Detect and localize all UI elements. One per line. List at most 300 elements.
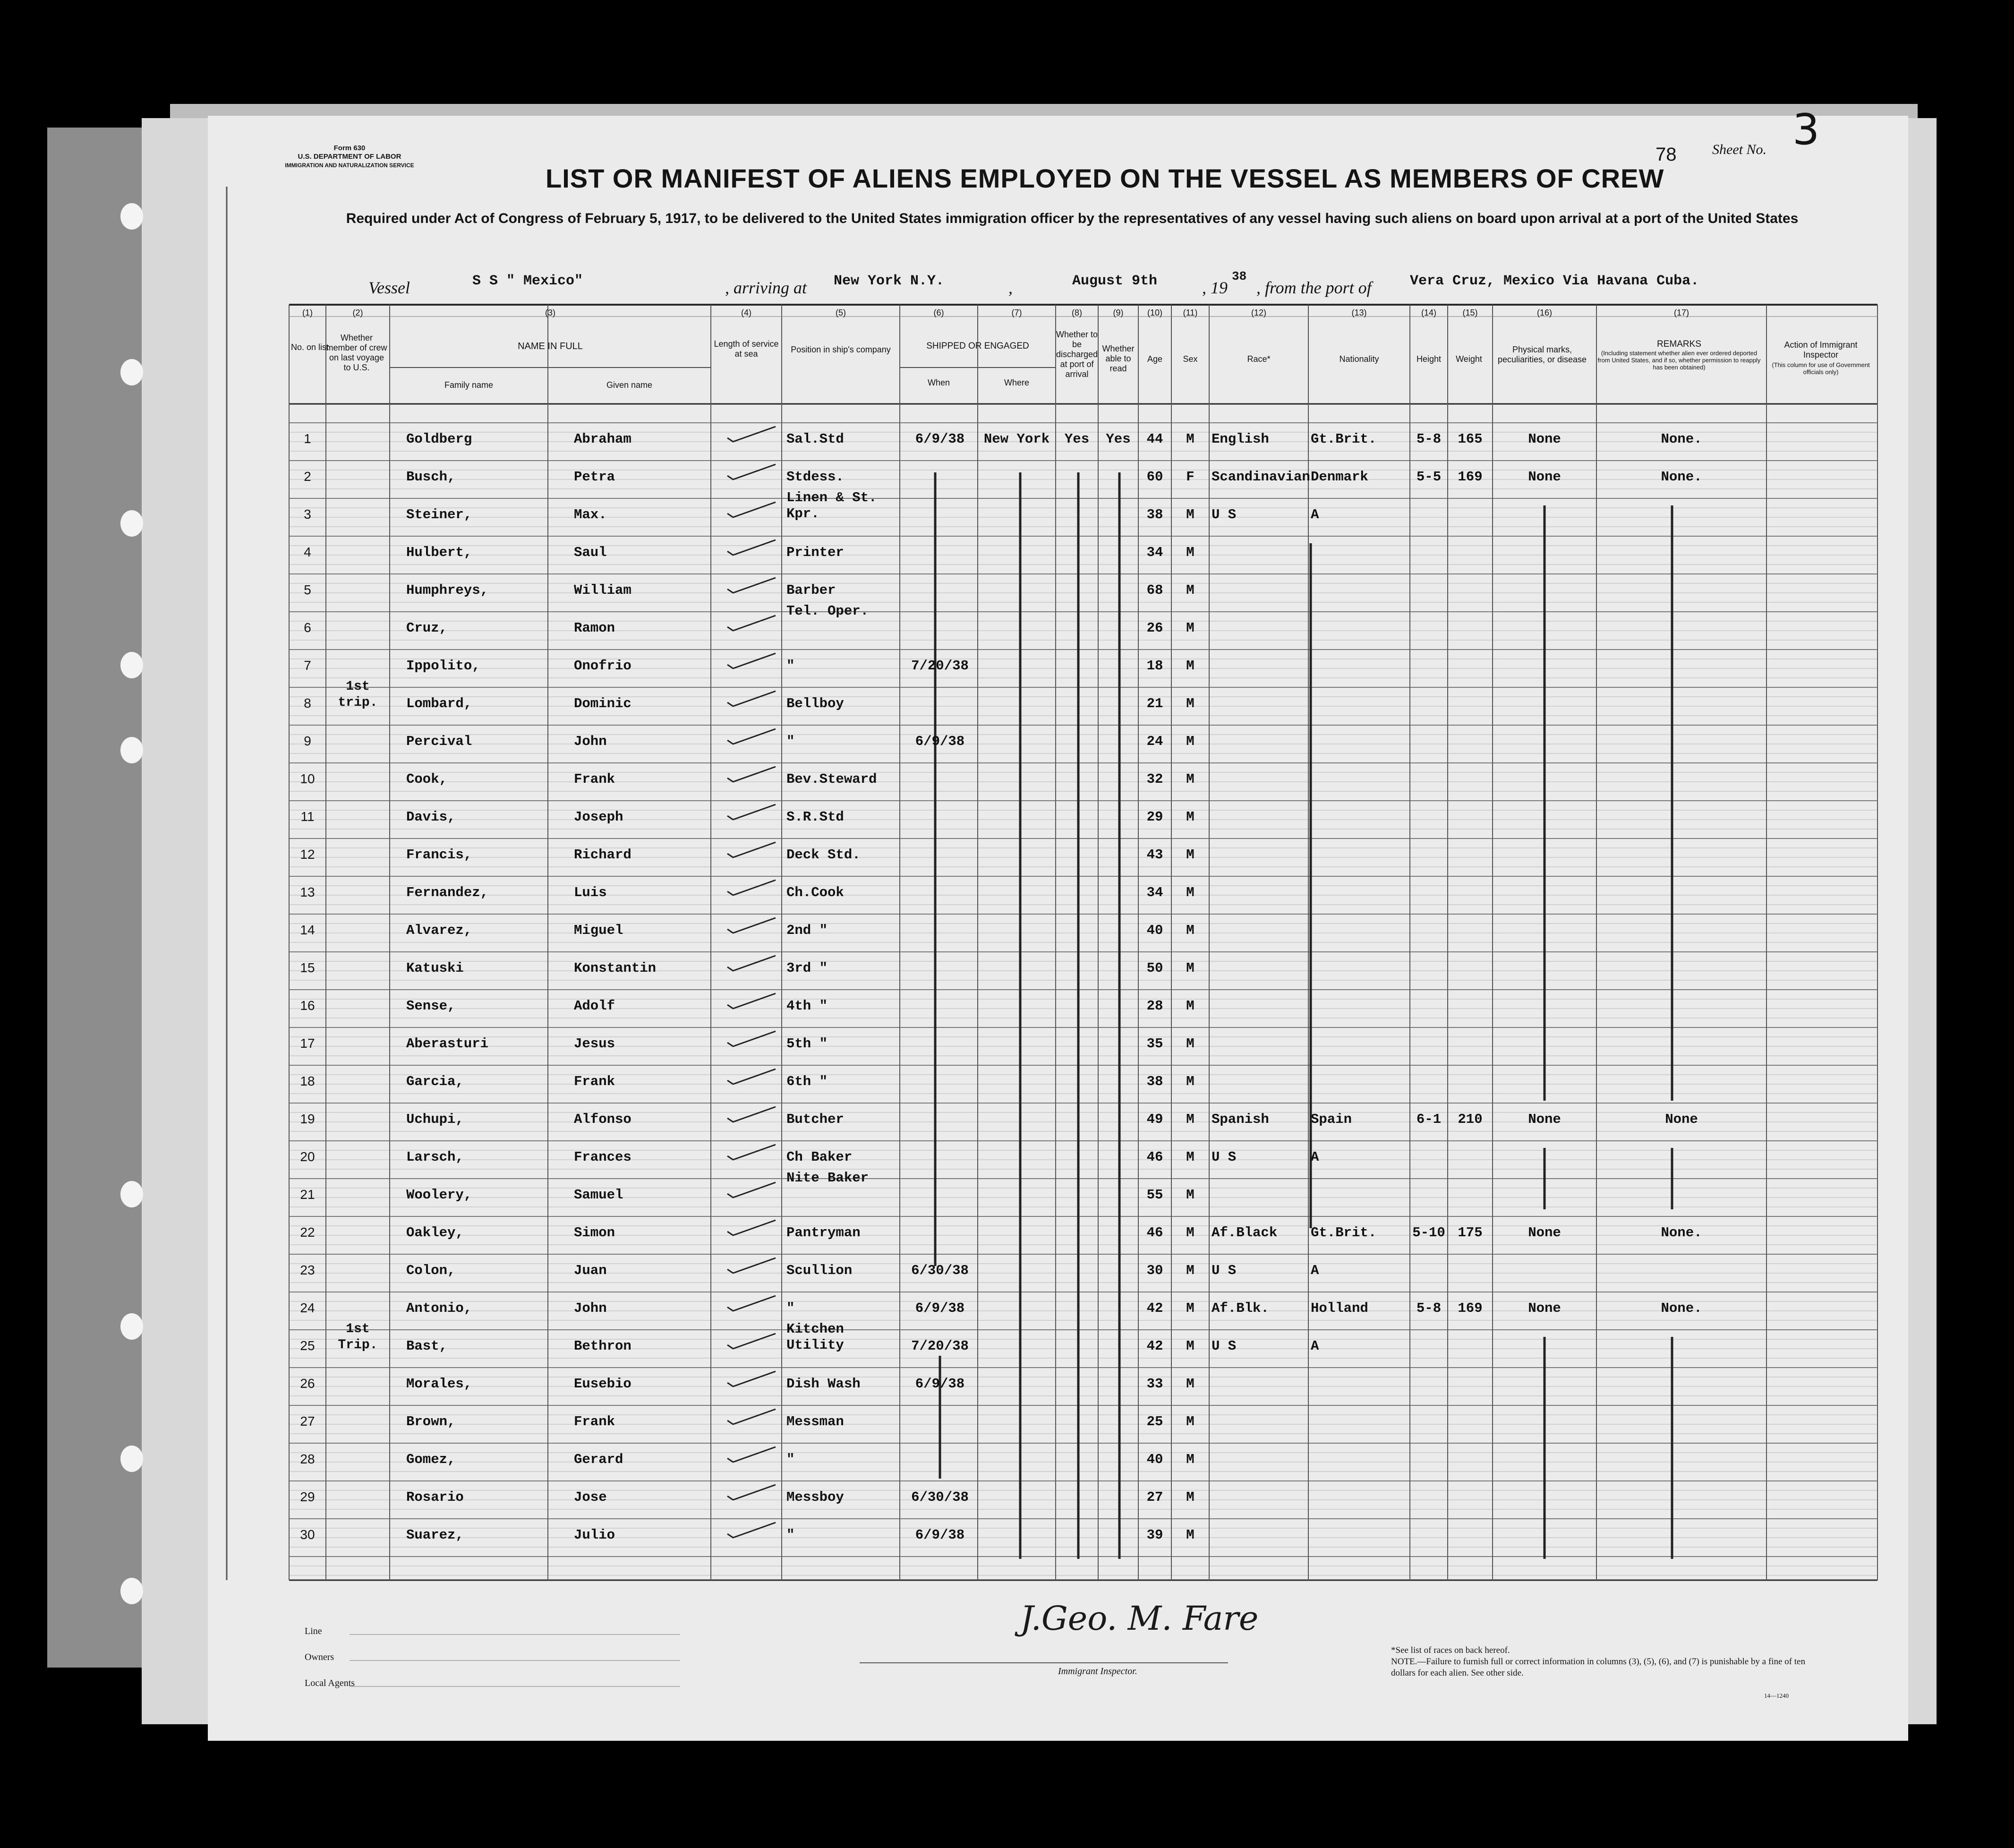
from-port: Vera Cruz, Mexico Via Havana Cuba. [1410, 273, 1699, 289]
row-number: 26 [300, 1376, 315, 1391]
race: U S [1212, 1263, 1237, 1278]
service-check-mark [727, 464, 776, 479]
sex: M [1186, 885, 1195, 900]
age: 50 [1146, 960, 1163, 976]
age: 40 [1146, 923, 1163, 938]
nationality: Spain [1311, 1112, 1352, 1127]
ship-position: Nite Baker [786, 1170, 869, 1186]
age: 68 [1146, 582, 1163, 598]
row-number: 10 [300, 771, 315, 786]
age: 33 [1146, 1376, 1163, 1392]
engaged-when: 6/30/38 [911, 1489, 969, 1505]
family-name: Francis, [406, 847, 472, 863]
age: 35 [1146, 1036, 1163, 1052]
row-number: 6 [304, 620, 311, 635]
sex: M [1186, 1338, 1195, 1354]
family-name: Uchupi, [406, 1112, 464, 1127]
ship-position: Bev.Steward [786, 771, 877, 787]
sex: M [1186, 1300, 1195, 1316]
race: Af.Blk. [1212, 1300, 1269, 1316]
row-number: 12 [300, 847, 315, 862]
age: 38 [1146, 1074, 1163, 1089]
nationality: Gt.Brit. [1311, 1225, 1377, 1241]
nationality: A [1311, 1263, 1319, 1278]
sex: M [1186, 431, 1195, 447]
sex: M [1186, 998, 1195, 1014]
page-mark: 78 [1656, 144, 1677, 165]
sex: M [1186, 734, 1195, 749]
family-name: Gomez, [406, 1452, 456, 1467]
family-name: Garcia, [406, 1074, 464, 1089]
sex: M [1186, 847, 1195, 863]
column-number: (16) [1536, 308, 1552, 317]
age: 27 [1146, 1489, 1163, 1505]
age: 44 [1146, 431, 1163, 447]
given-name: Jose [574, 1489, 607, 1505]
row-number: 4 [304, 545, 311, 559]
engaged-when: 6/9/38 [915, 431, 965, 447]
sex: M [1186, 1414, 1195, 1429]
given-name: Miguel [574, 923, 623, 938]
given-name: Gerard [574, 1452, 623, 1467]
ship-position: " [786, 1452, 795, 1467]
column-number: (4) [741, 308, 751, 317]
column-number: (10) [1147, 308, 1162, 317]
ship-position: S.R.Std [786, 809, 844, 825]
age: 55 [1146, 1187, 1163, 1203]
col-header-position: Position in ship's company [791, 345, 891, 354]
engaged-when: 6/30/38 [911, 1263, 969, 1278]
column-number: (17) [1673, 308, 1689, 317]
given-name: Dominic [574, 696, 632, 711]
physical-marks: None [1528, 431, 1561, 447]
service-check-mark [727, 1334, 776, 1349]
given-name: John [574, 1300, 607, 1316]
service-check-mark [727, 1220, 776, 1235]
sheet-label: Sheet No. [1712, 142, 1767, 157]
nationality: A [1311, 507, 1319, 522]
ship-position: " [786, 1300, 795, 1316]
row-number: 21 [300, 1187, 315, 1202]
footer-line-label: Line [305, 1626, 322, 1636]
ship-position: 2nd " [786, 923, 828, 938]
row-number: 25 [300, 1338, 315, 1353]
age: 25 [1146, 1414, 1163, 1429]
family-name: Morales, [406, 1376, 472, 1392]
given-name: Max. [574, 507, 607, 522]
nationality: Denmark [1311, 469, 1368, 485]
previous-voyage: 1st trip. [338, 679, 378, 710]
col-header-no: No. on list [290, 342, 329, 352]
family-name: Sense, [406, 998, 456, 1014]
given-name: Juan [574, 1263, 607, 1278]
family-name: Suarez, [406, 1527, 464, 1543]
vessel-label: Vessel [368, 278, 410, 297]
service-check-mark [727, 918, 776, 933]
ship-position: Dish Wash [786, 1376, 861, 1392]
col-header-remarks-note: (Including statement whether alien ever ordered deported from United States, and if so, whether permission to reapply has been obtained) [1597, 350, 1761, 371]
col-header-shipped: SHIPPED OR ENGAGED [926, 341, 1029, 351]
col-header-nationality: Nationality [1339, 354, 1379, 364]
age: 26 [1146, 620, 1163, 636]
given-name: Samuel [574, 1187, 623, 1203]
col-header-name: NAME IN FULL [518, 341, 583, 351]
sheet-number: 3 [1792, 105, 1820, 154]
age: 29 [1146, 809, 1163, 825]
sex: M [1186, 1225, 1195, 1241]
service-check-mark [727, 767, 776, 782]
column-number: (7) [1011, 308, 1022, 317]
sex: M [1186, 582, 1195, 598]
col-header-weight: Weight [1456, 354, 1482, 364]
age: 30 [1146, 1263, 1163, 1278]
sex: M [1186, 1187, 1195, 1203]
service-check-mark [727, 1523, 776, 1538]
to-be-discharged: Yes [1064, 431, 1090, 447]
col-header-sex: Sex [1183, 354, 1198, 364]
family-name: Antonio, [406, 1300, 472, 1316]
sex: M [1186, 1489, 1195, 1505]
given-name: Luis [574, 885, 607, 900]
row-number: 29 [300, 1489, 315, 1504]
row-number: 30 [300, 1527, 315, 1542]
column-number: (14) [1421, 308, 1436, 317]
sex: M [1186, 545, 1195, 560]
age: 40 [1146, 1452, 1163, 1467]
ship-position: 6th " [786, 1074, 828, 1089]
family-name: Ippolito, [406, 658, 480, 674]
ship-position: 3rd " [786, 960, 828, 976]
given-name: Frank [574, 771, 615, 787]
age: 28 [1146, 998, 1163, 1014]
row-number: 20 [300, 1149, 315, 1164]
year-prefix: , 19 [1202, 278, 1228, 297]
col-header-physical: Physical marks, peculiarities, or disease [1497, 345, 1587, 364]
row-number: 24 [300, 1300, 315, 1315]
col-header-action: Action of Immigrant Inspector [1784, 340, 1858, 359]
footer-agents-label: Local Agents [305, 1678, 355, 1688]
ship-position: Stdess. [786, 469, 844, 485]
arrival-year: 38 [1232, 269, 1247, 283]
column-number: (8) [1072, 308, 1082, 317]
given-name: Joseph [574, 809, 623, 825]
date-separator: , [1008, 278, 1013, 297]
row-number: 18 [300, 1074, 315, 1088]
column-number: (12) [1251, 308, 1266, 317]
given-name: Simon [574, 1225, 615, 1241]
column-number: (1) [302, 308, 313, 317]
column-number: (15) [1462, 308, 1478, 317]
physical-marks: None [1528, 1225, 1561, 1241]
family-name: Alvarez, [406, 923, 472, 938]
ship-position: Ch Baker [786, 1149, 853, 1165]
given-name: Frank [574, 1414, 615, 1429]
engaged-where: New York [983, 431, 1050, 447]
col-header-when: When [927, 378, 950, 387]
given-name: Eusebio [574, 1376, 632, 1392]
age: 46 [1146, 1225, 1163, 1241]
nationality: A [1311, 1149, 1319, 1165]
row-number: 14 [300, 923, 315, 937]
race: U S [1212, 1338, 1237, 1354]
family-name: Woolery, [406, 1187, 472, 1203]
row-number: 5 [304, 582, 311, 597]
service-check-mark [727, 1031, 776, 1046]
remarks: None. [1661, 431, 1702, 447]
given-name: Bethron [574, 1338, 632, 1354]
form-number: Form 630 [333, 144, 366, 152]
nationality: Holland [1311, 1300, 1368, 1316]
ship-position: Barber [786, 582, 836, 598]
sex: M [1186, 960, 1195, 976]
family-name: Fernandez, [406, 885, 489, 900]
row-number: 19 [300, 1112, 315, 1126]
ship-position: Butcher [786, 1112, 844, 1127]
service-check-mark [727, 1485, 776, 1500]
service-check-mark [727, 578, 776, 593]
physical-marks: None [1528, 1112, 1561, 1127]
sex: M [1186, 620, 1195, 636]
height: 5-8 [1416, 1300, 1442, 1316]
height: 5-10 [1412, 1225, 1445, 1241]
footer-note-races: *See list of races on back hereof. [1391, 1645, 1510, 1655]
row-number: 9 [304, 734, 311, 748]
ship-position: 5th " [786, 1036, 828, 1052]
inspector-signature: J.Geo. M. Fare [1020, 1599, 1259, 1638]
age: 34 [1146, 545, 1163, 560]
row-number: 2 [304, 469, 311, 484]
remarks: None. [1661, 469, 1702, 485]
row-number: 11 [300, 809, 315, 824]
arrival-date: August 9th [1072, 273, 1158, 289]
row-number: 28 [300, 1452, 315, 1466]
department-name: U.S. DEPARTMENT OF LABOR [298, 153, 401, 161]
row-number: 13 [300, 885, 315, 899]
sex: F [1186, 469, 1195, 485]
able-to-read: Yes [1106, 431, 1131, 447]
race: Af.Black [1212, 1225, 1278, 1241]
engaged-when: 6/9/38 [915, 1300, 965, 1316]
column-number: (11) [1183, 308, 1198, 317]
service-check-mark [727, 1107, 776, 1122]
row-number: 8 [304, 696, 311, 710]
service-name: IMMIGRATION AND NATURALIZATION SERVICE [285, 162, 414, 169]
engaged-when: 6/9/38 [915, 1527, 965, 1543]
age: 34 [1146, 885, 1163, 900]
family-name: Busch, [406, 469, 456, 485]
service-check-mark [727, 691, 776, 706]
ship-position: " [786, 658, 795, 674]
family-name: Colon, [406, 1263, 456, 1278]
service-check-mark [727, 540, 776, 555]
row-number: 16 [300, 998, 315, 1013]
weight: 165 [1458, 431, 1483, 447]
sex: M [1186, 771, 1195, 787]
column-number: (6) [933, 308, 944, 317]
race: English [1212, 431, 1269, 447]
remarks: None. [1661, 1300, 1702, 1316]
family-name: Davis, [406, 809, 456, 825]
ship-position: " [786, 1527, 795, 1543]
sex: M [1186, 1263, 1195, 1278]
service-check-mark [727, 729, 776, 744]
sex: M [1186, 1112, 1195, 1127]
engaged-when: 6/9/38 [915, 734, 965, 749]
age: 24 [1146, 734, 1163, 749]
given-name: Frances [574, 1149, 632, 1165]
given-name: Richard [574, 847, 632, 863]
ship-position: Kitchen Utility [786, 1321, 844, 1353]
family-name: Oakley, [406, 1225, 464, 1241]
service-check-mark [727, 956, 776, 971]
row-number: 7 [304, 658, 311, 673]
sex: M [1186, 507, 1195, 522]
service-check-mark [727, 1069, 776, 1084]
ship-position: Messboy [786, 1489, 844, 1505]
physical-marks: None [1528, 469, 1561, 485]
col-header-age: Age [1147, 354, 1163, 364]
ship-position: Sal.Std [786, 431, 844, 447]
family-name: Cook, [406, 771, 448, 787]
race: Scandinavian [1212, 469, 1310, 485]
col-header-remarks: REMARKS [1657, 339, 1701, 349]
family-name: Steiner, [406, 507, 472, 522]
column-number: (13) [1351, 308, 1367, 317]
given-name: Frank [574, 1074, 615, 1089]
weight: 169 [1458, 1300, 1483, 1316]
age: 60 [1146, 469, 1163, 485]
sex: M [1186, 1074, 1195, 1089]
row-number: 15 [300, 960, 315, 975]
ship-position: Messman [786, 1414, 844, 1429]
service-check-mark [727, 502, 776, 517]
height: 6-1 [1416, 1112, 1442, 1127]
age: 39 [1146, 1527, 1163, 1543]
col-header-discharged: Whether to be discharged at port of arrival [1056, 330, 1098, 379]
family-name: Aberasturi [406, 1036, 489, 1052]
col-header-prev-voyage: Whether member of crew on last voyage to U.S. [326, 333, 387, 372]
age: 42 [1146, 1338, 1163, 1354]
col-header-height: Height [1416, 354, 1442, 364]
sex: M [1186, 809, 1195, 825]
ship-position: Pantryman [786, 1225, 861, 1241]
col-header-given: Given name [606, 380, 653, 390]
family-name: Rosario [406, 1489, 464, 1505]
col-header-family: Family name [444, 380, 494, 390]
previous-voyage: 1st Trip. [338, 1322, 378, 1352]
given-name: Alfonso [574, 1112, 632, 1127]
given-name: Petra [574, 469, 615, 485]
col-header-length-service: Length of service at sea [714, 339, 779, 359]
row-number: 27 [300, 1414, 315, 1429]
given-name: John [574, 734, 607, 749]
service-check-mark [727, 804, 776, 820]
sex: M [1186, 923, 1195, 938]
service-check-mark [727, 616, 776, 631]
age: 43 [1146, 847, 1163, 863]
family-name: Larsch, [406, 1149, 464, 1165]
row-number: 22 [300, 1225, 315, 1240]
ship-position: Linen & St. Kpr. [786, 490, 877, 522]
service-check-mark [727, 1145, 776, 1160]
age: 38 [1146, 507, 1163, 522]
arriving-port: New York N.Y. [834, 273, 945, 289]
race: U S [1212, 507, 1237, 522]
given-name: Onofrio [574, 658, 632, 674]
column-number: (3) [545, 308, 555, 317]
service-check-mark [727, 1447, 776, 1462]
race: U S [1212, 1149, 1237, 1165]
age: 32 [1146, 771, 1163, 787]
given-name: Saul [574, 545, 607, 560]
col-header-race: Race* [1247, 354, 1271, 364]
row-number: 1 [304, 431, 311, 446]
height: 5-5 [1416, 469, 1442, 485]
engaged-when: 7/20/38 [911, 1338, 969, 1354]
ship-position: Ch.Cook [786, 885, 844, 900]
sex: M [1186, 696, 1195, 711]
weight: 175 [1458, 1225, 1483, 1241]
ship-position: Bellboy [786, 696, 844, 711]
age: 18 [1146, 658, 1163, 674]
arriving-label: , arriving at [725, 278, 807, 297]
from-port-label: , from the port of [1256, 278, 1372, 297]
service-check-mark [727, 1371, 776, 1386]
sex: M [1186, 1376, 1195, 1392]
column-number: (9) [1113, 308, 1124, 317]
footer-note-penalty: NOTE.—Failure to furnish full or correct information in columns (3), (5), (6), and (7) is punishable by a fine of ten dollars for each alien. See other side. [1391, 1657, 1805, 1678]
ship-position: 4th " [786, 998, 828, 1014]
family-name: Goldberg [406, 431, 472, 447]
nationality: Gt.Brit. [1311, 431, 1377, 447]
vessel-name: S S " Mexico" [472, 273, 583, 289]
remarks: None. [1661, 1225, 1702, 1241]
document-subtitle: Required under Act of Congress of February 5, 1917, to be delivered to the United States immigration officer by the representatives of any vessel having such aliens on board upon arrival at a port of the United States [346, 211, 1799, 226]
engaged-when: 7/20/38 [911, 658, 969, 674]
nationality: A [1311, 1338, 1319, 1354]
family-name: Hulbert, [406, 545, 472, 560]
family-name: Percival [406, 734, 472, 749]
ship-position: " [786, 734, 795, 749]
service-check-mark [727, 653, 776, 668]
family-name: Bast, [406, 1338, 448, 1354]
col-header-where: Where [1004, 378, 1029, 387]
given-name: Konstantin [574, 960, 657, 976]
weight: 169 [1458, 469, 1483, 485]
service-check-mark [727, 427, 776, 442]
family-name: Humphreys, [406, 582, 489, 598]
age: 46 [1146, 1149, 1163, 1165]
sex: M [1186, 658, 1195, 674]
ship-position: Scullion [786, 1263, 853, 1278]
given-name: William [574, 582, 632, 598]
ship-position: Deck Std. [786, 847, 861, 863]
service-check-mark [727, 842, 776, 857]
given-name: Ramon [574, 620, 615, 636]
column-number: (2) [352, 308, 363, 317]
col-header-able-read: Whether able to read [1102, 344, 1135, 373]
inspector-label: Immigrant Inspector. [1058, 1666, 1137, 1677]
form-code: 14—1240 [1764, 1692, 1789, 1699]
service-check-mark [727, 1182, 776, 1198]
weight: 210 [1458, 1112, 1483, 1127]
row-number: 23 [300, 1263, 315, 1277]
given-name: Adolf [574, 998, 615, 1014]
engaged-when: 6/9/38 [915, 1376, 965, 1392]
ship-position: Tel. Oper. [786, 603, 869, 619]
given-name: Abraham [574, 431, 632, 447]
family-name: Lombard, [406, 696, 472, 711]
